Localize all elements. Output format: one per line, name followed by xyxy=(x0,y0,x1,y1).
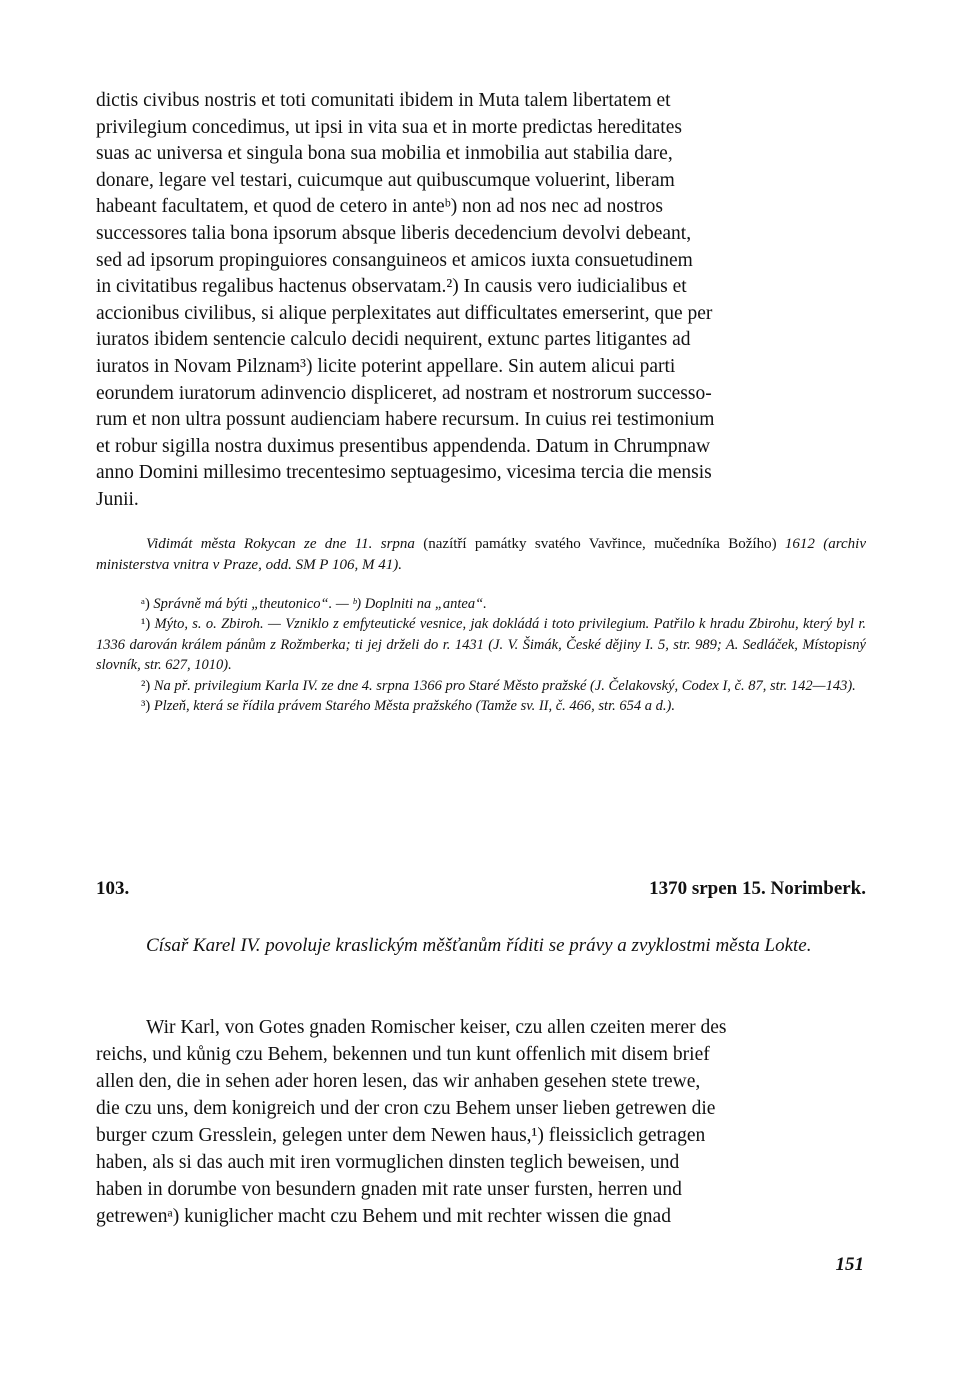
footnote-text: Správně má býti „theutonico“. — ᵇ) Doplniti na „antea“. xyxy=(149,595,487,612)
page-number: 151 xyxy=(835,1254,864,1275)
footnote xyxy=(96,696,866,717)
footnote-mark: ᵃ) xyxy=(141,595,150,612)
text-line: privilegium concedimus, ut ipsi in vita sua et in morte predictas hereditates xyxy=(96,116,682,138)
text-line: die czu uns, dem konigreich und der cron czu Behem unser lieben getrewen die xyxy=(96,1098,716,1119)
text-line: habeant facultatem, et quod de cetero in anteᵇ) non ad nos nec ad nostros xyxy=(96,196,663,218)
text-line: haben in dorumbe von besundern gnaden mit rate unser fursten, herren und xyxy=(96,1179,682,1200)
vidimat-italic-part: 1612 (archiv ministerstva vnitra v Praze, odd. SM P 106, M 41). xyxy=(96,535,867,573)
footnote xyxy=(96,676,866,697)
text-line: burger czum Gresslein, gelegen unter dem Newen haus,¹) fleissiclich getragen xyxy=(96,1125,706,1146)
footnote-text: Plzeň, která se řídila právem Starého Města pražského (Tamže sv. II, č. 466, str. 654 a d.). xyxy=(150,698,675,714)
text-line: suas ac universa et singula bona sua mobilia et inmobilia aut stabilia dare, xyxy=(96,143,673,165)
text-line: iuratos ibidem sentencie calculo decidi nequirent, extunc partes litigantes ad xyxy=(96,329,691,351)
page-body xyxy=(96,88,866,717)
document-date-place: 1370 srpen 15. Norimberk. xyxy=(649,878,866,899)
regest-summary: Císař Karel IV. povoluje kraslickým měšťanům říditi se právy a zvyklostmi města Lokte. xyxy=(146,935,812,956)
footnotes xyxy=(96,594,866,717)
footnote-mark: ¹) xyxy=(141,616,151,632)
text-line: in civitatibus regalibus hactenus observatam.²) In causis vero iudicialibus et xyxy=(96,276,687,298)
footnote xyxy=(96,594,866,615)
text-line: allen den, die in sehen ader horen lesen, das wir anhaben gesehen stete trewe, xyxy=(96,1071,701,1092)
footnote-mark: ³) xyxy=(141,698,151,714)
footnote-text: Mýto, s. o. Zbiroh. — Vzniklo z emfyteutické vesnice, jak dokládá i toto privilegium. Patřilo k hradu Zbirohu, který byl r. 1336 darován králem pánům z Rožmberka; ti jej drželi do r. 1431 (J. V. Šimák, České dějiny I. 5, str. 989; A. Sedláček, Místopisný slovník, str. 627, 1010). xyxy=(96,616,866,673)
text-line: Wir Karl, von Gotes gnaden Romischer keiser, czu allen czeiten merer des xyxy=(146,1017,727,1038)
text-line: eorundem iuratorum adinvencio displiceret, ad nostram et nostrorum successo- xyxy=(96,382,712,404)
vidimat-source-note xyxy=(96,534,866,576)
text-line: dictis civibus nostris et toti comunitati ibidem in Muta talem libertatem et xyxy=(96,90,671,111)
text-line: Junii. xyxy=(96,488,139,510)
text-line: accionibus civilibus, si alique perplexitates aut difficultates emerserint, que per xyxy=(96,302,713,324)
footnote-text: Na př. privilegium Karla IV. ze dne 4. srpna 1366 pro Staré Město pražské (J. Čelakovský, Codex I, č. 87, str. 142—143). xyxy=(150,677,856,694)
latin-charter-text xyxy=(96,88,866,514)
text-line: rum et non ultra possunt audienciam habere recursum. In cuius rei testimonium xyxy=(96,409,715,431)
text-line: successores talia bona ipsorum absque liberis decedencium devolvi debeant, xyxy=(96,222,692,244)
footnote xyxy=(96,614,866,676)
text-line: reichs, und kůnig czu Behem, bekennen und tun kunt offenlich mit disem brief xyxy=(96,1044,710,1065)
text-line: anno Domini millesimo trecentesimo septuagesimo, vicesima tercia die mensis xyxy=(96,462,712,484)
document-number: 103. xyxy=(96,878,130,899)
text-line: sed ad ipsorum propinguiores consanguineos et amicos iuxta consuetudinem xyxy=(96,249,693,271)
text-line: getrewenᵃ) kuniglicher macht czu Behem und mit rechter wissen die gnad xyxy=(96,1206,671,1227)
vidimat-italic-part: Vidimát města Rokycan ze dne 11. srpna xyxy=(146,535,415,552)
text-line: haben, als si das auch mit iren vormuglichen dinsten teglich beweisen, und xyxy=(96,1152,680,1173)
vidimat-normal-part: (nazítří památky svatého Vavřince, mučedníka Božího) xyxy=(414,535,785,552)
text-line: iuratos in Novam Pilznam³) licite poterint appellare. Sin autem alicui parti xyxy=(96,355,676,377)
text-line: donare, legare vel testari, cuicumque aut quibuscumque voluerint, liberam xyxy=(96,169,675,191)
german-charter-text xyxy=(96,1014,866,1230)
footnote-mark: ²) xyxy=(141,677,151,694)
text-line: et robur sigilla nostra duximus presentibus appendenda. Datum in Chrumpnaw xyxy=(96,435,711,457)
